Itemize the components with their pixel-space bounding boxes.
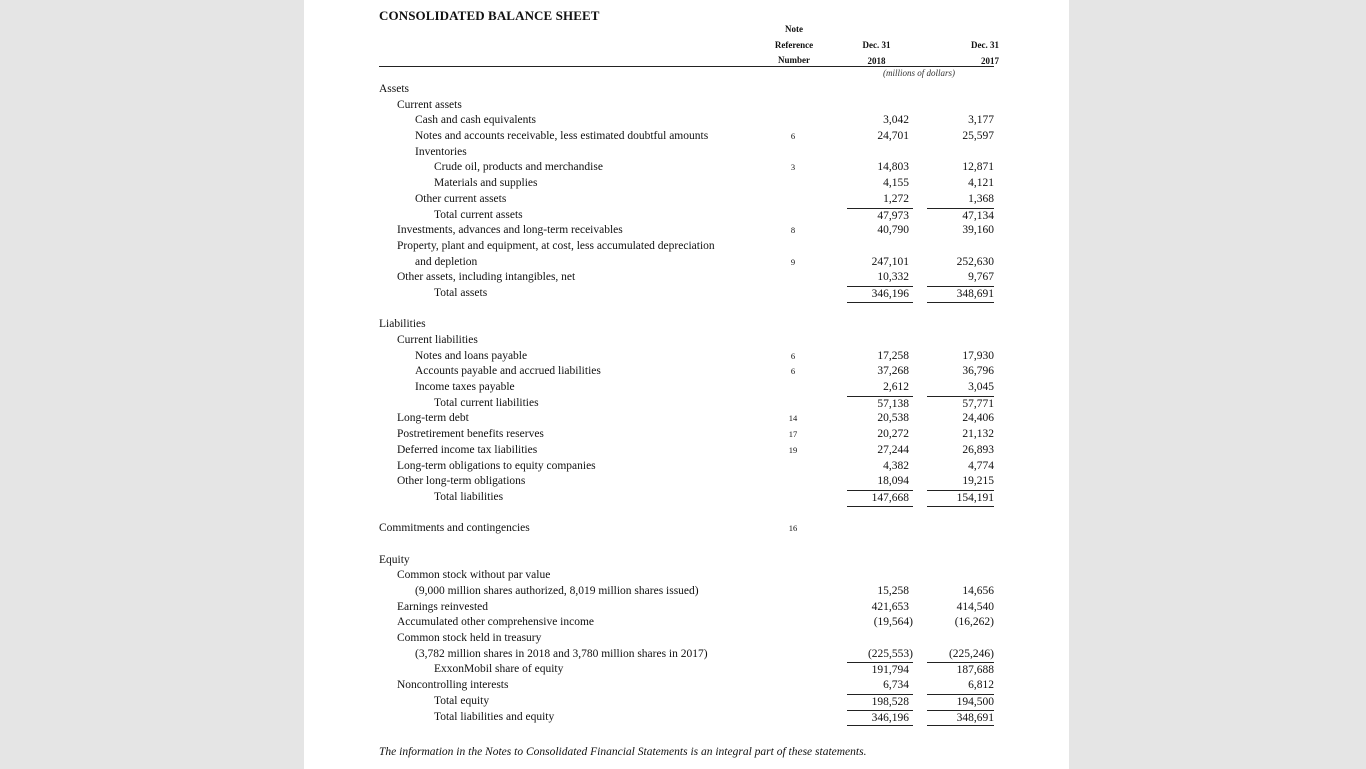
note-reference: 19 <box>788 444 798 455</box>
table-row <box>304 553 1069 569</box>
note-reference: 6 <box>790 350 796 361</box>
table-row <box>304 694 1069 710</box>
note-header-line: Reference <box>774 39 814 50</box>
value-2018: (19,564) <box>873 616 913 629</box>
row-label: Property, plant and equipment, at cost, less accumulated depreciation <box>397 239 715 252</box>
note-reference: 3 <box>790 162 796 173</box>
table-row <box>304 223 1069 239</box>
value-2018: 346,196 <box>847 286 913 303</box>
table-row <box>304 208 1069 224</box>
value-2017: 194,500 <box>927 694 994 710</box>
column-header-2018 <box>839 38 914 69</box>
value-2017: 14,656 <box>962 585 994 597</box>
value-2018: 10,332 <box>877 271 909 284</box>
row-label: Investments, advances and long-term receivables <box>397 224 623 237</box>
table-row <box>304 474 1069 490</box>
row-label: Total current assets <box>434 208 523 221</box>
value-2018: 37,268 <box>877 365 909 378</box>
value-2017: 21,132 <box>962 428 994 441</box>
row-spacer <box>304 537 1069 553</box>
table-row <box>304 176 1069 192</box>
note-reference: 16 <box>788 523 798 534</box>
table-row <box>304 568 1069 584</box>
row-label: Total liabilities and equity <box>434 710 555 723</box>
value-2018: 2,612 <box>883 381 909 394</box>
table-row <box>304 662 1069 678</box>
note-header-line: Note <box>785 24 803 34</box>
table-row <box>304 647 1069 663</box>
row-label: Accumulated other comprehensive income <box>397 616 595 629</box>
table-row <box>304 82 1069 98</box>
table-row <box>304 490 1069 506</box>
value-2017: 57,771 <box>927 396 994 412</box>
row-label: Postretirement benefits reserves <box>397 428 544 441</box>
value-2017: (225,246) <box>948 647 994 660</box>
table-row <box>304 349 1069 365</box>
value-2018: 6,734 <box>883 679 909 692</box>
header-divider <box>379 66 994 67</box>
table-row <box>304 521 1069 537</box>
table-row <box>304 427 1069 443</box>
row-label: Notes and accounts receivable, less estimated doubtful amounts <box>415 130 709 143</box>
note-reference: 8 <box>790 225 796 236</box>
note-reference: 17 <box>788 429 798 440</box>
row-spacer <box>304 506 1069 522</box>
row-label: Common stock held in treasury <box>397 632 542 645</box>
note-column-header <box>759 22 829 69</box>
table-row <box>304 411 1069 427</box>
row-label: Earnings reinvested <box>397 600 489 613</box>
value-2017: 39,160 <box>962 224 994 237</box>
footnote: The information in the Notes to Consolidated Financial Statements is an integral part of these statements. <box>379 746 867 758</box>
column-header-2017 <box>924 38 999 69</box>
value-2017: 1,368 <box>968 192 994 205</box>
value-2017: 348,691 <box>927 710 994 727</box>
value-2018: 147,668 <box>847 490 913 507</box>
table-row <box>304 317 1069 333</box>
row-label: Other assets, including intangibles, net <box>397 271 576 284</box>
row-label: Total liabilities <box>434 490 504 503</box>
units-caption: (millions of dollars) <box>882 68 955 78</box>
table-row <box>304 286 1069 302</box>
value-2017: 187,688 <box>927 662 994 678</box>
value-2017: 9,767 <box>968 271 994 284</box>
page-title: CONSOLIDATED BALANCE SHEET <box>379 8 600 23</box>
value-2018: 421,653 <box>871 600 909 613</box>
table-row <box>304 459 1069 475</box>
value-2017: 154,191 <box>927 490 994 507</box>
note-header-line: Number <box>778 55 810 65</box>
row-label: Other current assets <box>415 192 507 205</box>
row-label: Income taxes payable <box>415 381 515 394</box>
value-2017: 24,406 <box>962 412 994 425</box>
note-reference: 6 <box>790 366 796 377</box>
value-2017: 25,597 <box>962 130 994 143</box>
value-2017: 414,540 <box>956 600 994 613</box>
value-2017: 252,630 <box>956 255 994 268</box>
table-row <box>304 192 1069 208</box>
note-reference: 14 <box>788 413 798 424</box>
row-label: Assets <box>379 83 410 95</box>
row-label: Current liabilities <box>397 334 478 346</box>
table-row <box>304 160 1069 176</box>
table-row <box>304 98 1069 114</box>
row-label: Long-term debt <box>397 412 469 425</box>
value-2018: (225,553) <box>867 647 913 660</box>
table-row <box>304 364 1069 380</box>
col2-header-line: Dec. 31 <box>971 40 999 50</box>
value-2018: 20,272 <box>877 428 909 441</box>
value-2017: 19,215 <box>962 475 994 488</box>
row-label: Total assets <box>434 286 488 299</box>
value-2017: 4,774 <box>968 459 994 472</box>
row-label: and depletion <box>415 255 478 268</box>
col2-header-line: 2017 <box>981 55 999 66</box>
value-2017: (16,262) <box>954 616 994 629</box>
table-row <box>304 396 1069 412</box>
value-2018: 57,138 <box>847 396 913 412</box>
row-label: Inventories <box>415 145 467 158</box>
table-row <box>304 443 1069 459</box>
table-row <box>304 600 1069 616</box>
table-row <box>304 333 1069 349</box>
value-2018: 15,258 <box>877 585 909 597</box>
value-2018: 24,701 <box>877 130 909 143</box>
value-2018: 20,538 <box>877 412 909 425</box>
table-row <box>304 380 1069 396</box>
row-label: Crude oil, products and merchandise <box>434 161 603 174</box>
table-row <box>304 113 1069 129</box>
table-row <box>304 584 1069 600</box>
value-2018: 27,244 <box>877 443 909 456</box>
table-row <box>304 129 1069 145</box>
value-2017: 3,045 <box>968 381 994 394</box>
row-label: Materials and supplies <box>434 177 538 190</box>
value-2017: 36,796 <box>962 365 994 378</box>
value-2018: 17,258 <box>877 349 909 362</box>
row-spacer <box>304 302 1069 318</box>
col1-header-line: 2018 <box>867 55 886 66</box>
row-label: Common stock without par value <box>397 569 551 582</box>
value-2017: 17,930 <box>962 349 994 362</box>
row-label: (3,782 million shares in 2018 and 3,780 million shares in 2017) <box>415 647 708 660</box>
row-label: Deferred income tax liabilities <box>397 443 538 456</box>
value-2018: 1,272 <box>883 192 909 205</box>
row-label: Long-term obligations to equity companies <box>397 459 596 472</box>
value-2018: 4,382 <box>883 459 909 472</box>
note-reference: 9 <box>790 256 796 267</box>
table-row <box>304 615 1069 631</box>
row-label: Accounts payable and accrued liabilities <box>415 365 601 378</box>
row-label: Equity <box>379 553 410 566</box>
value-2017: 26,893 <box>962 443 994 456</box>
value-2018: 47,973 <box>847 208 913 224</box>
value-2018: 346,196 <box>847 710 913 727</box>
value-2017: 4,121 <box>968 177 994 190</box>
table-row <box>304 145 1069 161</box>
col1-header-line: Dec. 31 <box>862 40 891 50</box>
row-label: ExxonMobil share of equity <box>434 663 564 676</box>
value-2018: 40,790 <box>877 224 909 237</box>
row-label: (9,000 million shares authorized, 8,019 million shares issued) <box>415 585 699 597</box>
row-label: Commitments and contingencies <box>379 522 530 535</box>
note-reference: 6 <box>790 131 796 142</box>
row-label: Total current liabilities <box>434 396 539 409</box>
table-row <box>304 255 1069 271</box>
value-2018: 3,042 <box>883 114 909 127</box>
row-label: Notes and loans payable <box>415 349 528 362</box>
row-label: Noncontrolling interests <box>397 679 509 692</box>
value-2018: 4,155 <box>883 177 909 190</box>
row-label: Cash and cash equivalents <box>415 114 537 127</box>
value-2018: 191,794 <box>847 662 913 678</box>
row-label: Other long-term obligations <box>397 475 526 488</box>
table-row <box>304 678 1069 694</box>
value-2017: 12,871 <box>962 161 994 174</box>
value-2018: 247,101 <box>871 255 909 268</box>
row-label: Liabilities <box>379 318 426 331</box>
row-label: Total equity <box>434 694 490 707</box>
value-2018: 198,528 <box>847 694 913 710</box>
table-row <box>304 239 1069 255</box>
table-row <box>304 270 1069 286</box>
value-2017: 3,177 <box>968 114 994 127</box>
table-row <box>304 710 1069 726</box>
value-2017: 6,812 <box>968 679 994 692</box>
balance-sheet-table <box>304 82 1069 725</box>
document-page <box>304 0 1069 769</box>
value-2018: 14,803 <box>877 161 909 174</box>
value-2017: 47,134 <box>927 208 994 224</box>
table-row <box>304 631 1069 647</box>
value-2017: 348,691 <box>927 286 994 303</box>
value-2018: 18,094 <box>877 475 909 488</box>
row-label: Current assets <box>397 98 462 111</box>
